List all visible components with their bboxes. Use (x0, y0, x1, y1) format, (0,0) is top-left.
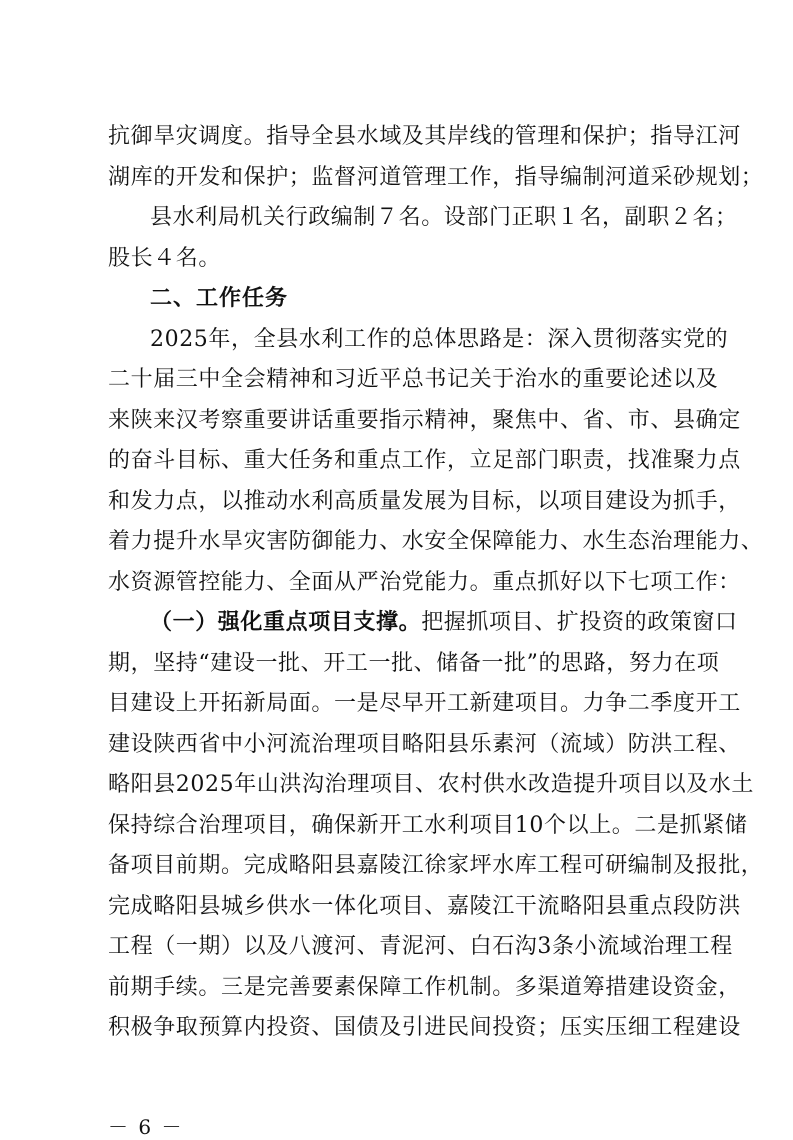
body-line: 前期手续。三是完善要素保障工作机制。多渠道筹措建设资金， (108, 974, 741, 1000)
body-line: 股长４名。 (108, 245, 222, 271)
body-line: 水资源管控能力、全面从严治党能力。重点抓好以下七项工作： (108, 569, 741, 595)
body-line: 的奋斗目标、重大任务和重点工作，立足部门职责，找准聚力点 (108, 448, 741, 473)
body-line: 县水利局机关行政编制７名。设部门正职１名，副职２名； (150, 205, 738, 230)
body-line: 2025年，全县水利工作的总体思路是：深入贯彻落实党的 (150, 326, 729, 352)
body-line: 工程（一期）以及八渡河、青泥河、白石沟3条小流域治理工程 (108, 934, 733, 959)
body-line: 积极争取预算内投资、国债及引进民间投资；压实压细工程建设 (108, 1015, 741, 1040)
body-line: 略阳县2025年山洪沟治理项目、农村供水改造提升项目以及水土 (108, 772, 754, 797)
body-line: 抗御旱灾调度。指导全县水域及其岸线的管理和保护；指导江河 (108, 124, 741, 149)
body-line: 目建设上开拓新局面。一是尽早开工新建项目。力争二季度开工 (108, 691, 741, 716)
page-number: － 6 － (108, 1114, 184, 1139)
body-line: 保持综合治理项目，确保新开工水利项目10个以上。二是抓紧储 (108, 812, 748, 838)
body-line: 湖库的开发和保护；监督河道管理工作，指导编制河道采砂规划； (108, 164, 764, 190)
body-line: 来陕来汉考察重要讲话重要指示精神，聚焦中、省、市、县确定 (108, 407, 741, 433)
subsection-text: 把握抓项目、扩投资的政策窗口 (421, 610, 738, 635)
body-line: 建设陕西省中小河流治理项目略阳县乐素河（流域）防洪工程、 (108, 731, 741, 757)
subsection-line (150, 608, 738, 638)
body-line: 期，坚持“建设一批、开工一批、储备一批”的思路，努力在项 (108, 650, 720, 676)
body-line: 完成略阳县城乡供水一体化项目、嘉陵江干流略阳县重点段防洪 (108, 893, 741, 919)
section-heading: 二、工作任务 (150, 286, 289, 311)
body-line: 着力提升水旱灾害防御能力、水安全保障能力、水生态治理能力、 (108, 529, 764, 554)
body-line: 和发力点，以推动水利高质量发展为目标，以项目建设为抓手， (108, 488, 741, 514)
body-line: 二十届三中全会精神和习近平总书记关于治水的重要论述以及 (108, 367, 719, 392)
subsection-title: （一）强化重点项目支撑。 (150, 610, 422, 635)
body-line: 备项目前期。完成略阳县嘉陵江徐家坪水库工程可研编制及报批， (108, 853, 764, 878)
